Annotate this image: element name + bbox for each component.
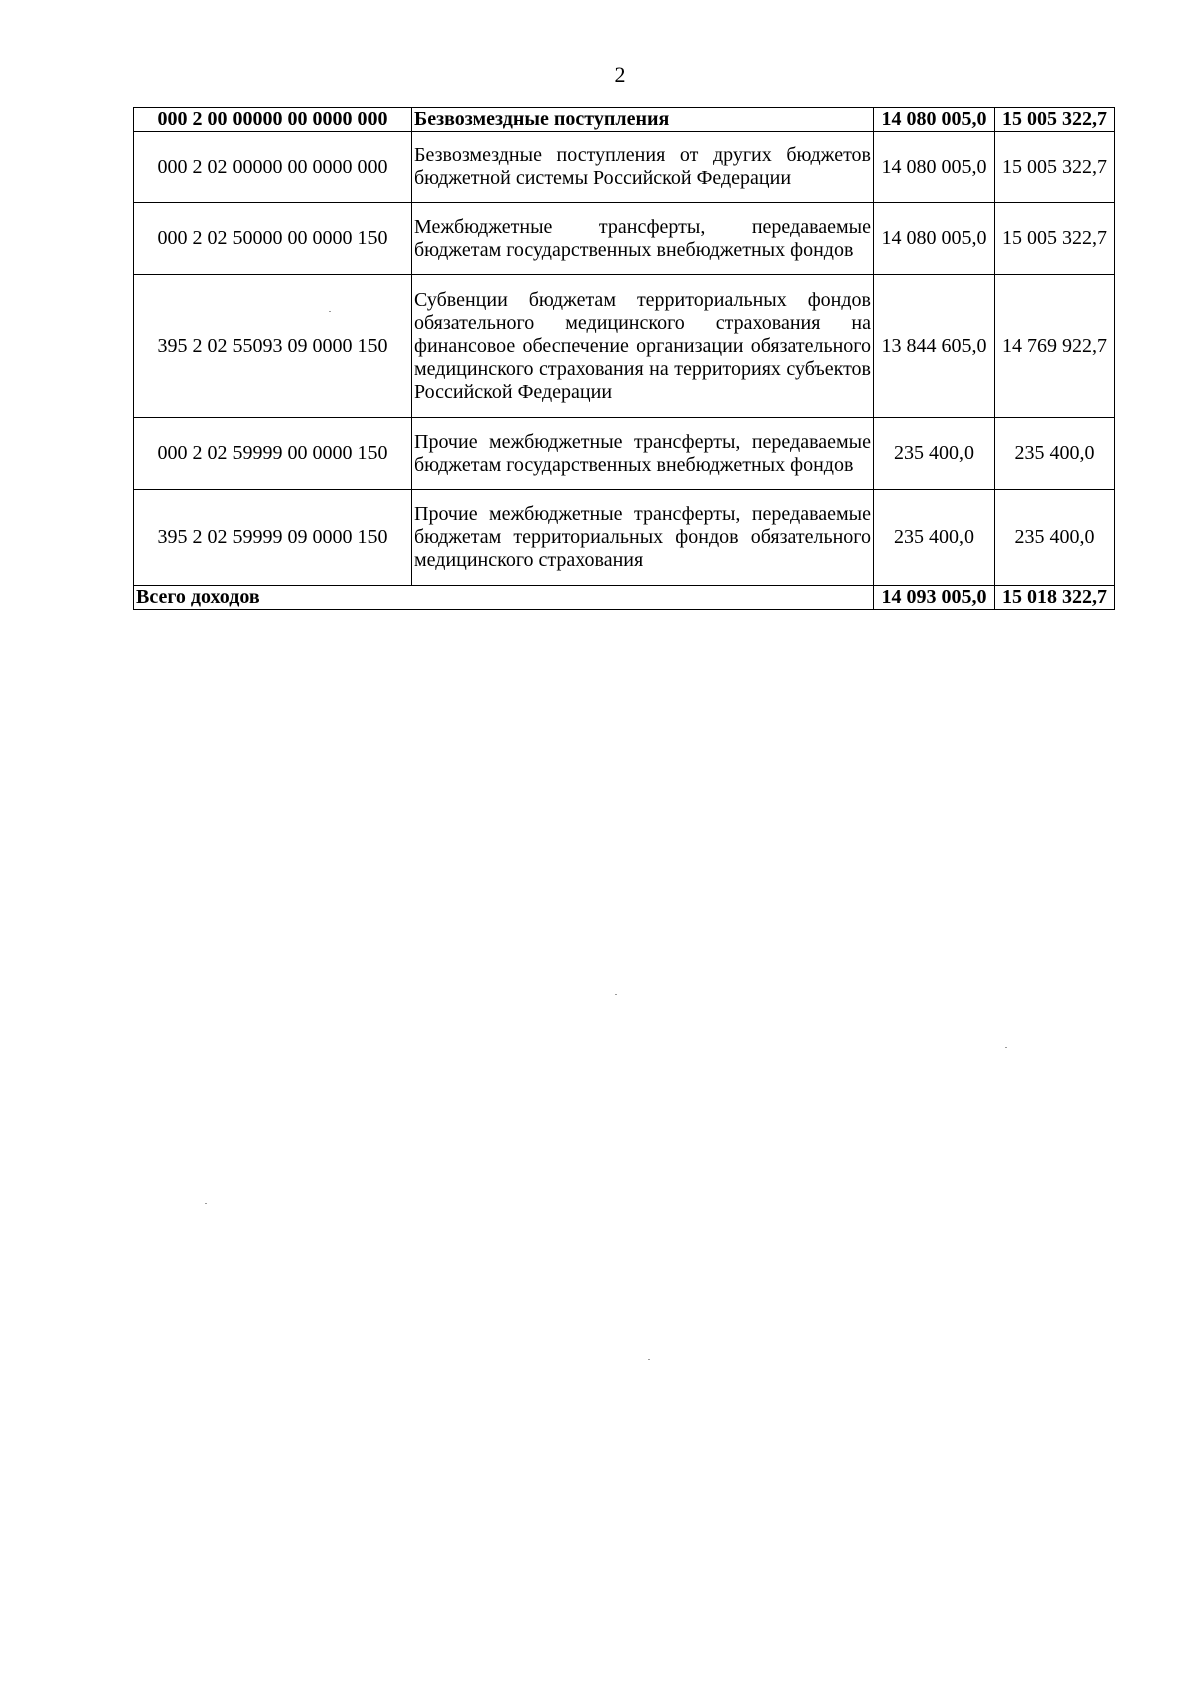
amount-cell-first: 14 080 005,0 [874, 203, 995, 275]
revenue-name-cell: Безвозмездные поступления от других бюджетов бюджетной системы Российской Федерации [412, 132, 874, 203]
budget-code-cell: 000 2 02 00000 00 0000 000 [134, 132, 412, 203]
budget-code-cell: 000 2 02 50000 00 0000 150 [134, 203, 412, 275]
amount-cell-second: 15 005 322,7 [995, 108, 1115, 132]
amount-cell-first: 14 080 005,0 [874, 108, 995, 132]
table-row [134, 132, 1115, 203]
revenue-name-cell: Прочие межбюджетные трансферты, передаваемые бюджетам территориальных фондов обязательного медицинского страхования [412, 490, 874, 586]
scan-speck [329, 311, 331, 312]
revenue-name-cell: Прочие межбюджетные трансферты, передаваемые бюджетам государственных внебюджетных фондов [412, 418, 874, 490]
revenue-name-cell: Межбюджетные трансферты, передаваемые бюджетам государственных внебюджетных фондов [412, 203, 874, 275]
scan-speck [648, 1359, 650, 1360]
table-row [134, 418, 1115, 490]
total-row [134, 586, 1115, 610]
amount-cell-first: 13 844 605,0 [874, 275, 995, 418]
total-label: Всего доходов [134, 586, 874, 610]
total-amount-first: 14 093 005,0 [874, 586, 995, 610]
revenue-table [133, 107, 1115, 610]
amount-cell-second: 15 005 322,7 [995, 132, 1115, 203]
budget-code-cell: 395 2 02 55093 09 0000 150 [134, 275, 412, 418]
amount-cell-first: 235 400,0 [874, 418, 995, 490]
budget-code-cell: 395 2 02 59999 09 0000 150 [134, 490, 412, 586]
revenue-name-cell: Безвозмездные поступления [412, 108, 874, 132]
scan-speck [615, 994, 617, 995]
table-row [134, 108, 1115, 132]
budget-code-cell: 000 2 00 00000 00 0000 000 [134, 108, 412, 132]
table-row [134, 490, 1115, 586]
amount-cell-first: 14 080 005,0 [874, 132, 995, 203]
page-number: 2 [614, 62, 626, 87]
amount-cell-second: 14 769 922,7 [995, 275, 1115, 418]
scan-speck [1005, 1047, 1007, 1048]
budget-code-cell: 000 2 02 59999 00 0000 150 [134, 418, 412, 490]
amount-cell-first: 235 400,0 [874, 490, 995, 586]
amount-cell-second: 235 400,0 [995, 490, 1115, 586]
amount-cell-second: 235 400,0 [995, 418, 1115, 490]
revenue-name-cell: Субвенции бюджетам территориальных фондов обязательного медицинского страхования на финансовое обеспечение организации обязательного медицинского страхования на территориях субъектов Российской Федерации [412, 275, 874, 418]
total-amount-second: 15 018 322,7 [995, 586, 1115, 610]
amount-cell-second: 15 005 322,7 [995, 203, 1115, 275]
table-row [134, 275, 1115, 418]
table-row [134, 203, 1115, 275]
scan-speck [205, 1203, 207, 1204]
